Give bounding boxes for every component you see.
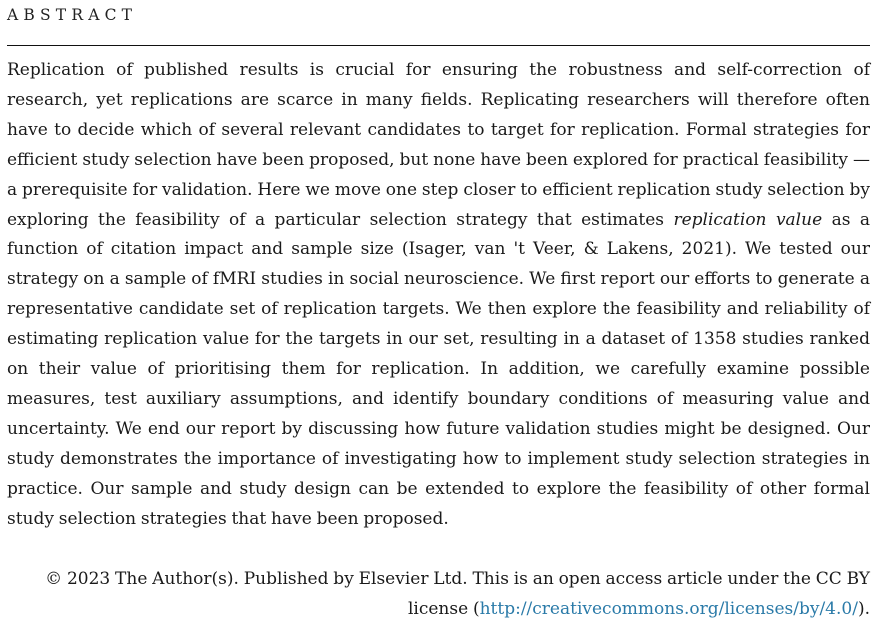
abstract-text-start: Replication of published results is crucial for ensuring the robustness and self-correction of research, yet replications are scarce in many fields. Replicating researchers will therefore often have to decide which of several relevant candidates to target for replication. Formal strategies for efficient study selection have been proposed, but none have been explored for practical feasibility — a prerequisite for validation. Here we move one step closer to efficient replication study selection by exploring the feasibility of a particular selection strategy that estimates — [7, 60, 870, 230]
abstract-body — [7, 56, 870, 535]
license-link[interactable]: http://creativecommons.org/licenses/by/4.0/ — [479, 598, 858, 619]
copyright-text: © 2023 The Author(s). Published by Elsevier Ltd. This is an open access article under the CC BY license ( — [45, 569, 870, 619]
copyright-notice — [7, 565, 870, 625]
copyright-suffix: ). — [857, 598, 870, 619]
heading-divider — [7, 45, 870, 46]
section-heading: ABSTRACT — [7, 6, 138, 24]
abstract-italic-term: replication value — [673, 209, 823, 230]
abstract-text-end: as a function of citation impact and sample size (Isager, van 't Veer, & Lakens, 2021). We tested our strategy on a sample of fMRI studies in social neuroscience. We first report our efforts to generate a representative candidate set of replication targets. We then explore the feasibility and reliability of estimating replication value for the targets in our set, resulting in a dataset of 1358 studies ranked on their value of prioritising them for replication. In addition, we carefully examine possible measures, test auxiliary assumptions, and identify boundary conditions of measuring value and uncertainty. We end our report by discussing how future validation studies might be designed. Our study demonstrates the importance of investigating how to implement study selection strategies in practice. Our sample and study design can be extended to explore the feasibility of other formal study selection strategies that have been proposed. — [7, 209, 871, 529]
